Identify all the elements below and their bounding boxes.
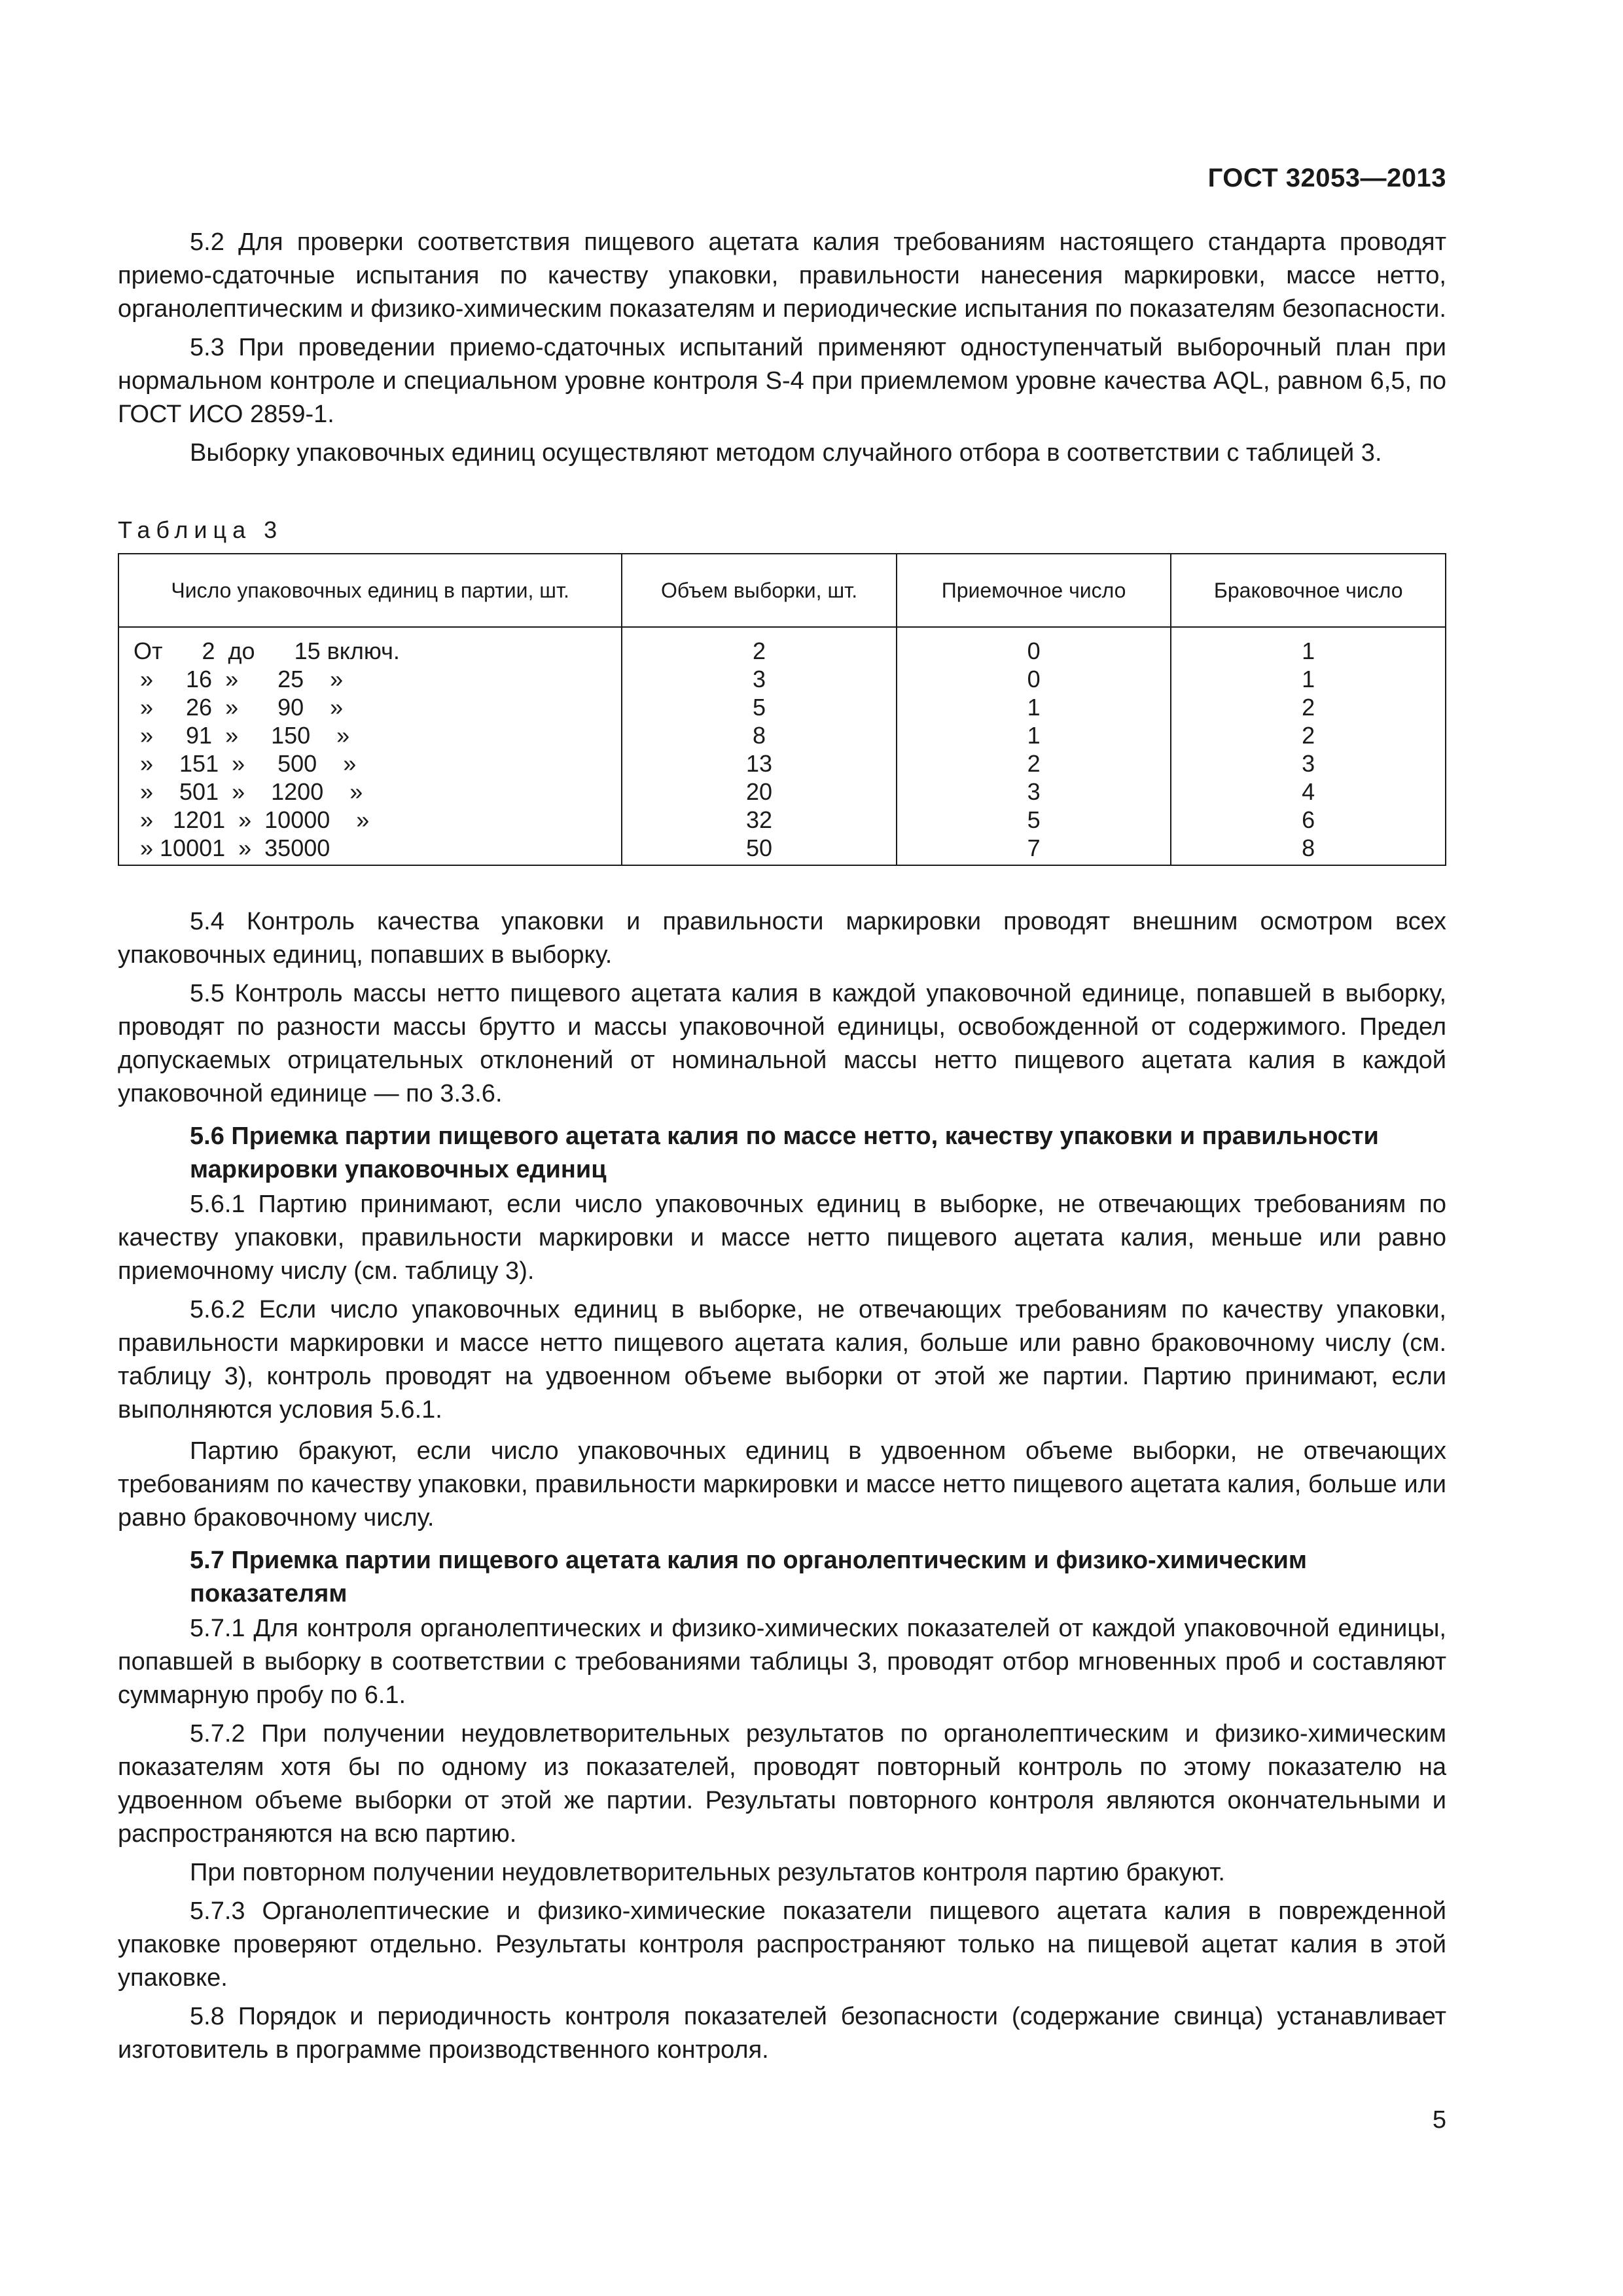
paragraph-5-6-reject: Партию бракуют, если число упаковочных единиц в удвоенном объеме выборки, не отвечающих требованиям по качеству упаковки, правильности маркировки и массе нетто пищевого ацетата калия, больше или равно браковочному числу. — [118, 1437, 1446, 1532]
cell-acceptance-number: 1 — [897, 721, 1171, 749]
cell-sample-size: 5 — [622, 693, 896, 721]
cell-lot-size: » 26 » 90 » — [118, 693, 622, 721]
cell-sample-size: 32 — [622, 806, 896, 834]
cell-lot-size: » 501 » 1200 » — [118, 778, 622, 806]
cell-sample-size: 13 — [622, 749, 896, 778]
column-header-acceptance-number: Приемочное число — [897, 554, 1171, 627]
paragraph-5-4: 5.4 Контроль качества упаковки и правильности маркировки проводят внешним осмотром всех упаковочных единиц, попавших в выборку. — [118, 908, 1446, 969]
heading-5-6: 5.6 Приемка партии пищевого ацетата калия по массе нетто, качеству упаковки и правильности маркировки упаковочных единиц — [190, 1122, 1379, 1183]
paragraph-5-5: 5.5 Контроль массы нетто пищевого ацетата калия в каждой упаковочной единице, попавшей в выборку, проводят по разности массы брутто и массы упаковочной единицы, освобожденной от содержимого. Предел допускаемых отрицательных отклонений от номинальной массы нетто пищевого ацетата калия в каждой упаковочной единице — по 3.3.6. — [118, 980, 1446, 1107]
sampling-table — [118, 553, 1446, 866]
cell-lot-size: » 16 » 25 » — [118, 665, 622, 693]
cell-lot-size: » 1201 » 10000 » — [118, 806, 622, 834]
paragraph-5-6-1: 5.6.1 Партию принимают, если число упаковочных единиц в выборке, не отвечающих требованиям по качеству упаковки, правильности маркировки и массе нетто пищевого ацетата калия, меньше или равно приемочному числу (см. таблицу 3). — [118, 1191, 1446, 1285]
column-header-rejection-number: Браковочное число — [1171, 554, 1446, 627]
table-row — [118, 627, 1446, 665]
column-header-sample-size: Объем выборки, шт. — [622, 554, 896, 627]
cell-rejection-number: 1 — [1171, 665, 1446, 693]
table-row — [118, 834, 1446, 865]
cell-sample-size: 3 — [622, 665, 896, 693]
column-header-lot-size: Число упаковочных единиц в партии, шт. — [118, 554, 622, 627]
paragraph-5-6-2: 5.6.2 Если число упаковочных единиц в выборке, не отвечающих требованиям по качеству упаковки, правильности маркировки и массе нетто пищевого ацетата калия, больше или равно браковочному числу (см. таблицу 3), контроль проводят на удвоенном объеме выборки от этой же партии. Партию принимают, если выполняются условия 5.6.1. — [118, 1296, 1446, 1424]
table-row — [118, 749, 1446, 778]
cell-rejection-number: 3 — [1171, 749, 1446, 778]
paragraph-5-7-2: 5.7.2 При получении неудовлетворительных результатов по органолептическим и физико-химическим показателям хотя бы по одному из показателей, проводят повторный контроль по этому показателю на удвоенном объеме выборки от этой же партии. Результаты повторного контроля являются окончательными и распространяются на всю партию. — [118, 1720, 1446, 1848]
cell-rejection-number: 8 — [1171, 834, 1446, 865]
paragraph-5-3: 5.3 При проведении приемо-сдаточных испытаний применяют одноступенчатый выборочный план при нормальном контроле и специальном уровне контроля S-4 при приемлемом уровне качества AQL, равном 6,5, по ГОСТ ИСО 2859-1. — [118, 334, 1446, 428]
paragraph-5-7-3: 5.7.3 Органолептические и физико-химические показатели пищевого ацетата калия в поврежденной упаковке проверяют отдельно. Результаты контроля распространяют только на пищевой ацетат калия в этой упаковке. — [118, 1897, 1446, 1992]
table-row — [118, 806, 1446, 834]
table-row — [118, 665, 1446, 693]
paragraph-5-2: 5.2 Для проверки соответствия пищевого ацетата калия требованиям настоящего стандарта проводят приемо-сдаточные испытания по качеству упаковки, правильности нанесения маркировки, массе нетто, органолептическим и физико-химическим показателям и периодические испытания по показателям безопасности. — [118, 228, 1446, 323]
cell-rejection-number: 6 — [1171, 806, 1446, 834]
table-row — [118, 778, 1446, 806]
page-number: 5 — [1432, 2106, 1446, 2134]
cell-sample-size: 50 — [622, 834, 896, 865]
cell-lot-size: » 151 » 500 » — [118, 749, 622, 778]
cell-rejection-number: 2 — [1171, 721, 1446, 749]
table-row — [118, 721, 1446, 749]
table-row — [118, 693, 1446, 721]
cell-lot-size: » 10001 » 35000 — [118, 834, 622, 865]
cell-lot-size: От 2 до 15 включ. — [118, 627, 622, 665]
cell-acceptance-number: 0 — [897, 665, 1171, 693]
cell-sample-size: 20 — [622, 778, 896, 806]
cell-acceptance-number: 3 — [897, 778, 1171, 806]
cell-lot-size: » 91 » 150 » — [118, 721, 622, 749]
paragraph-5-7-repeat: При повторном получении неудовлетворительных результатов контроля партию бракуют. — [190, 1859, 1225, 1886]
cell-acceptance-number: 7 — [897, 834, 1171, 865]
cell-rejection-number: 1 — [1171, 627, 1446, 665]
table-caption: Таблица 3 — [118, 516, 283, 543]
cell-rejection-number: 4 — [1171, 778, 1446, 806]
cell-acceptance-number: 0 — [897, 627, 1171, 665]
paragraph-5-8: 5.8 Порядок и периодичность контроля показателей безопасности (содержание свинца) устанавливает изготовитель в программе производственного контроля. — [118, 2003, 1446, 2064]
paragraph-5-7-1: 5.7.1 Для контроля органолептических и физико-химических показателей от каждой упаковочной единицы, попавшей в выборку в соответствии с требованиями таблицы 3, проводят отбор мгновенных проб и составляют суммарную пробу по 6.1. — [118, 1615, 1446, 1709]
cell-acceptance-number: 2 — [897, 749, 1171, 778]
cell-rejection-number: 2 — [1171, 693, 1446, 721]
cell-acceptance-number: 5 — [897, 806, 1171, 834]
cell-sample-size: 2 — [622, 627, 896, 665]
document-number-header: ГОСТ 32053—2013 — [1207, 164, 1446, 192]
table-header-row — [118, 554, 1446, 627]
heading-5-7: 5.7 Приемка партии пищевого ацетата калия по органолептическим и физико-химическим показателям — [190, 1547, 1307, 1607]
paragraph-sampling: Выборку упаковочных единиц осуществляют методом случайного отбора в соответствии с таблицей 3. — [190, 439, 1382, 467]
cell-acceptance-number: 1 — [897, 693, 1171, 721]
page-content — [118, 226, 1446, 2067]
cell-sample-size: 8 — [622, 721, 896, 749]
